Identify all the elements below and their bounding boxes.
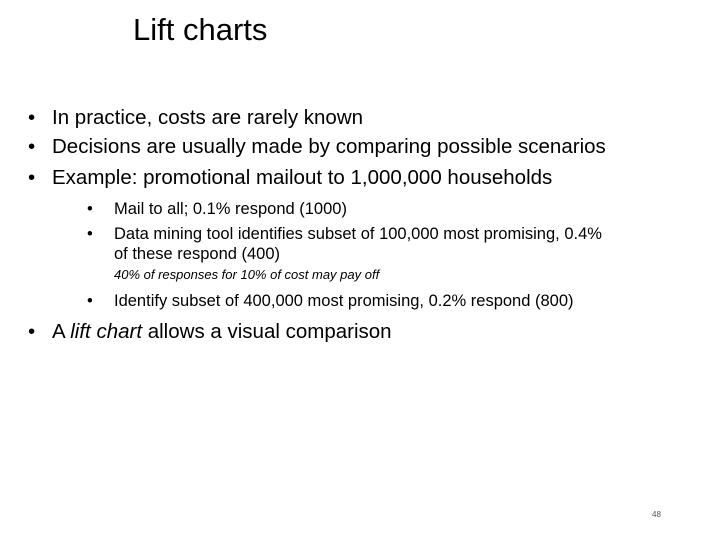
note-text: 40% of responses for 10% of cost may pay off [114,267,380,282]
emphasis-term: lift chart [70,320,143,343]
sub-bullet-text: Mail to all; 0.1% respond (1000) [114,200,347,218]
page-title: Lift charts [133,12,268,47]
bullet-prefix: A [52,320,71,343]
bullet-dot: • [87,200,93,218]
bullet-text: In practice, costs are rarely known [52,106,364,129]
bullet-dot: • [28,106,36,129]
bullet-dot: • [28,135,36,158]
bullet-suffix: allows a visual comparison [142,320,392,343]
sub-bullet-text: of these respond (400) [114,245,281,263]
bullet-text [52,320,392,344]
bullet-text: Decisions are usually made by comparing possible scenarios [52,135,606,158]
sub-bullet-text: Identify subset of 400,000 most promising, 0.2% respond (800) [114,292,574,310]
page-number: 48 [652,510,661,519]
bullet-dot: • [87,225,93,243]
sub-bullet-text: Data mining tool identifies subset of 100,000 most promising, 0.4% [114,225,602,243]
bullet-dot: • [28,320,36,343]
bullet-dot: • [87,292,93,310]
bullet-dot: • [28,166,36,189]
bullet-text: Example: promotional mailout to 1,000,000 households [52,166,553,189]
